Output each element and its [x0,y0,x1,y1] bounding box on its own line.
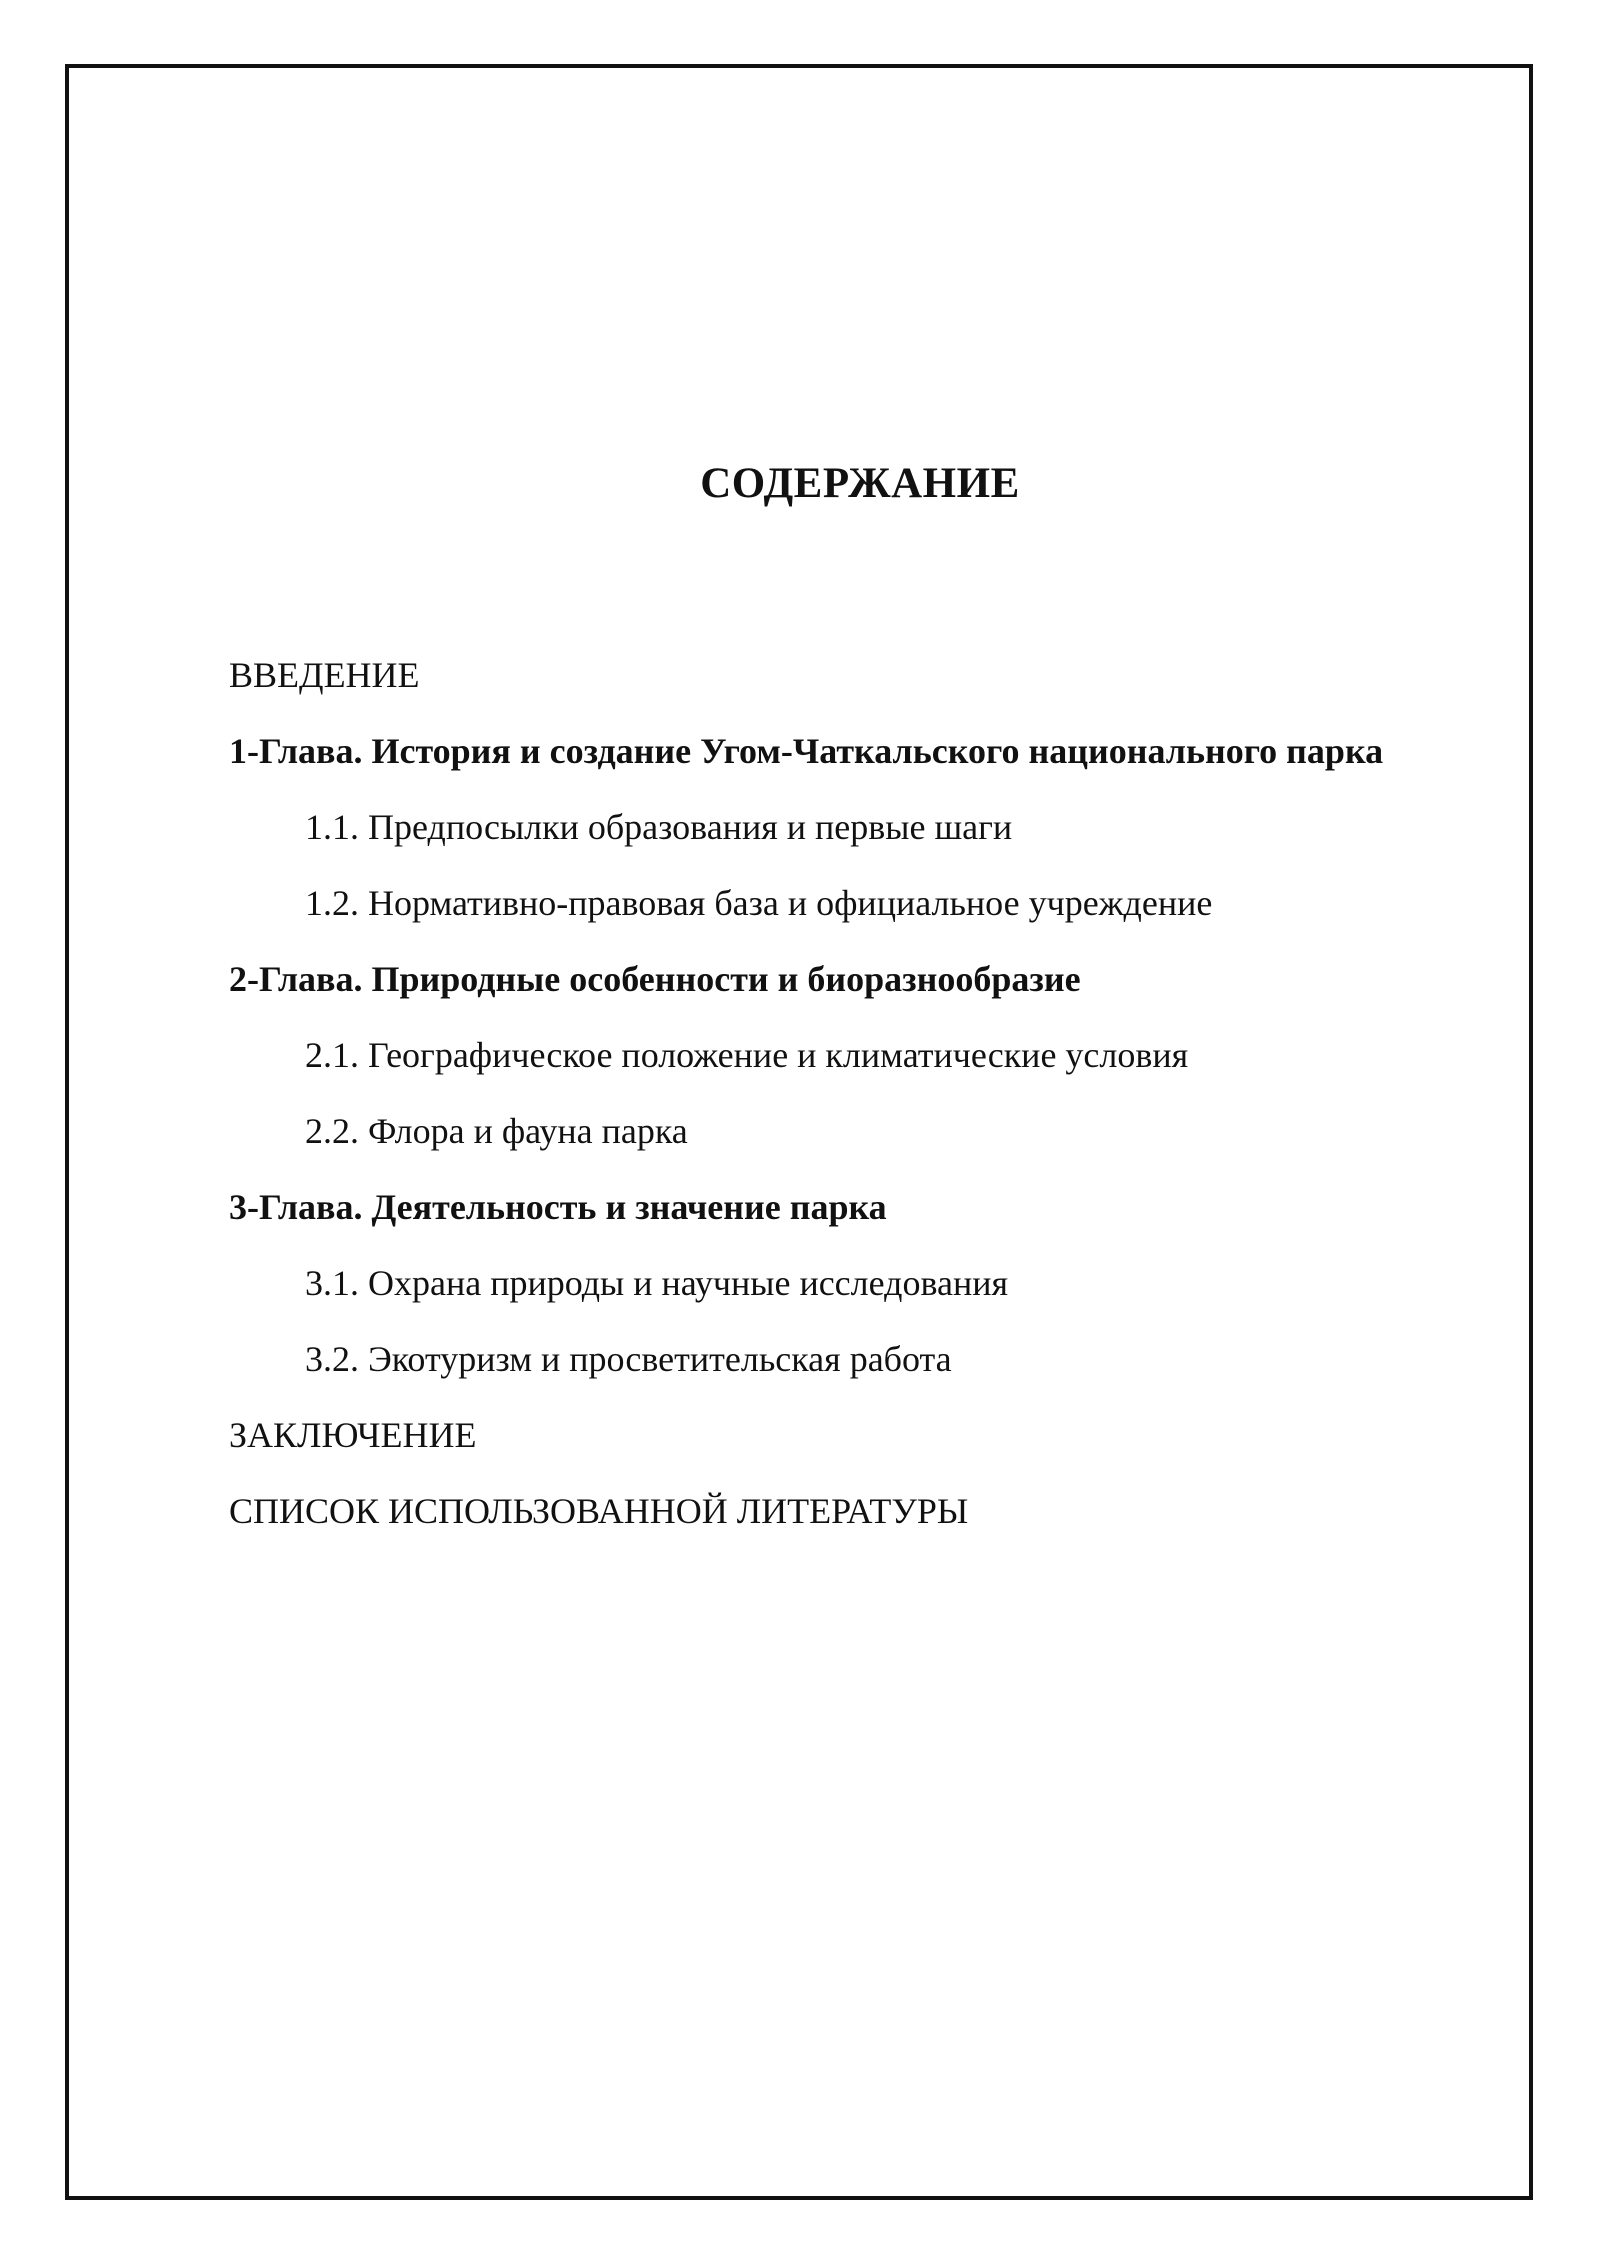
toc-entry-section-2-2: 2.2. Флора и фауна парка [305,1111,688,1151]
toc-entry-section-3-1: 3.1. Охрана природы и научные исследования [305,1263,1009,1303]
toc-entry-chapter-2: 2-Глава. Природные особенности и биоразнообразие [229,959,1081,999]
toc-entry-section-1-2: 1.2. Нормативно-правовая база и официальное учреждение [305,883,1213,923]
toc-entry-introduction: ВВЕДЕНИЕ [229,655,420,695]
page-title: СОДЕРЖАНИЕ [700,460,1020,507]
table-of-contents [229,637,1383,1549]
toc-entry-chapter-3: 3-Глава. Деятельность и значение парка [229,1187,887,1227]
toc-entry-section-3-2: 3.2. Экотуризм и просветительская работа [305,1339,952,1379]
toc-entry-chapter-1: 1-Глава. История и создание Угом-Чаткальского национального парка [229,731,1384,771]
toc-entry-conclusion: ЗАКЛЮЧЕНИЕ [229,1415,477,1455]
toc-entry-bibliography: СПИСОК ИСПОЛЬЗОВАННОЙ ЛИТЕРАТУРЫ [229,1491,969,1531]
toc-entry-section-2-1: 2.1. Географическое положение и климатические условия [305,1035,1189,1075]
toc-entry-section-1-1: 1.1. Предпосылки образования и первые шаги [305,807,1013,847]
